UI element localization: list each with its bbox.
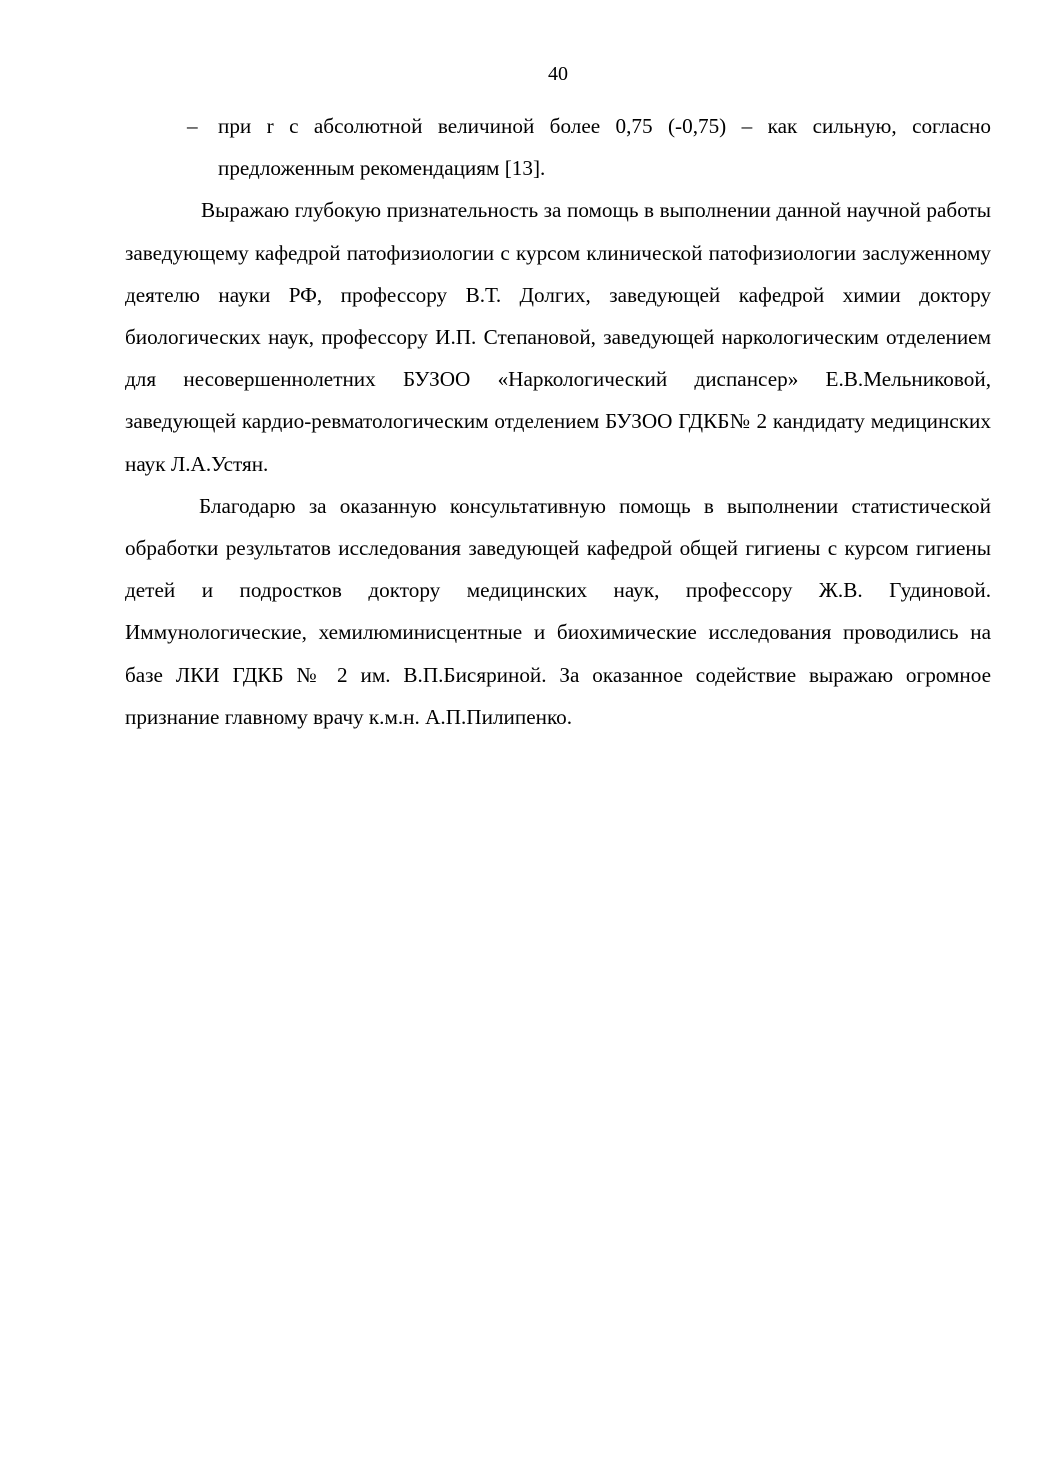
document-body xyxy=(125,105,991,738)
list-item-text: при r с абсолютной величиной более 0,75 (-0,75) – как сильную, согласно предложенным рекомендациям [13]. xyxy=(218,114,991,181)
list-item xyxy=(125,105,991,189)
acknowledgement-paragraph-1: Выражаю глубокую признательность за помощь в выполнении данной научной работы заведующему кафедрой патофизиологии с курсом клинической патофизиологии заслуженному деятелю науки РФ, профессору В.Т. Долгих, заведующей кафедрой химии доктору биологических наук, профессору И.П. Степановой, заведующей наркологическим отделением для несовершеннолетних БУЗОО «Наркологический диспансер» Е.В.Мельниковой, заведующей кардио-ревматологическим отделением БУЗОО ГДКБ№ 2 кандидату медицинских наук Л.А.Устян. xyxy=(125,198,991,476)
acknowledgement-paragraph-2: Благодарю за оказанную консультативную помощь в выполнении статистической обработки результатов исследования заведующей кафедрой общей гигиены с курсом гигиены детей и подростков доктору медицинских наук, профессору Ж.В. Гудиновой. Иммунологические, хемилюминисцентные и биохимические исследования проводились на базе ЛКИ ГДКБ № 2 им. В.П.Бисяриной. За оказанное содействие выражаю огромное признание главному врачу к.м.н. А.П.Пилипенко. xyxy=(125,493,991,729)
page-number: 40 xyxy=(548,63,568,85)
bullet-marker: – xyxy=(187,114,198,138)
